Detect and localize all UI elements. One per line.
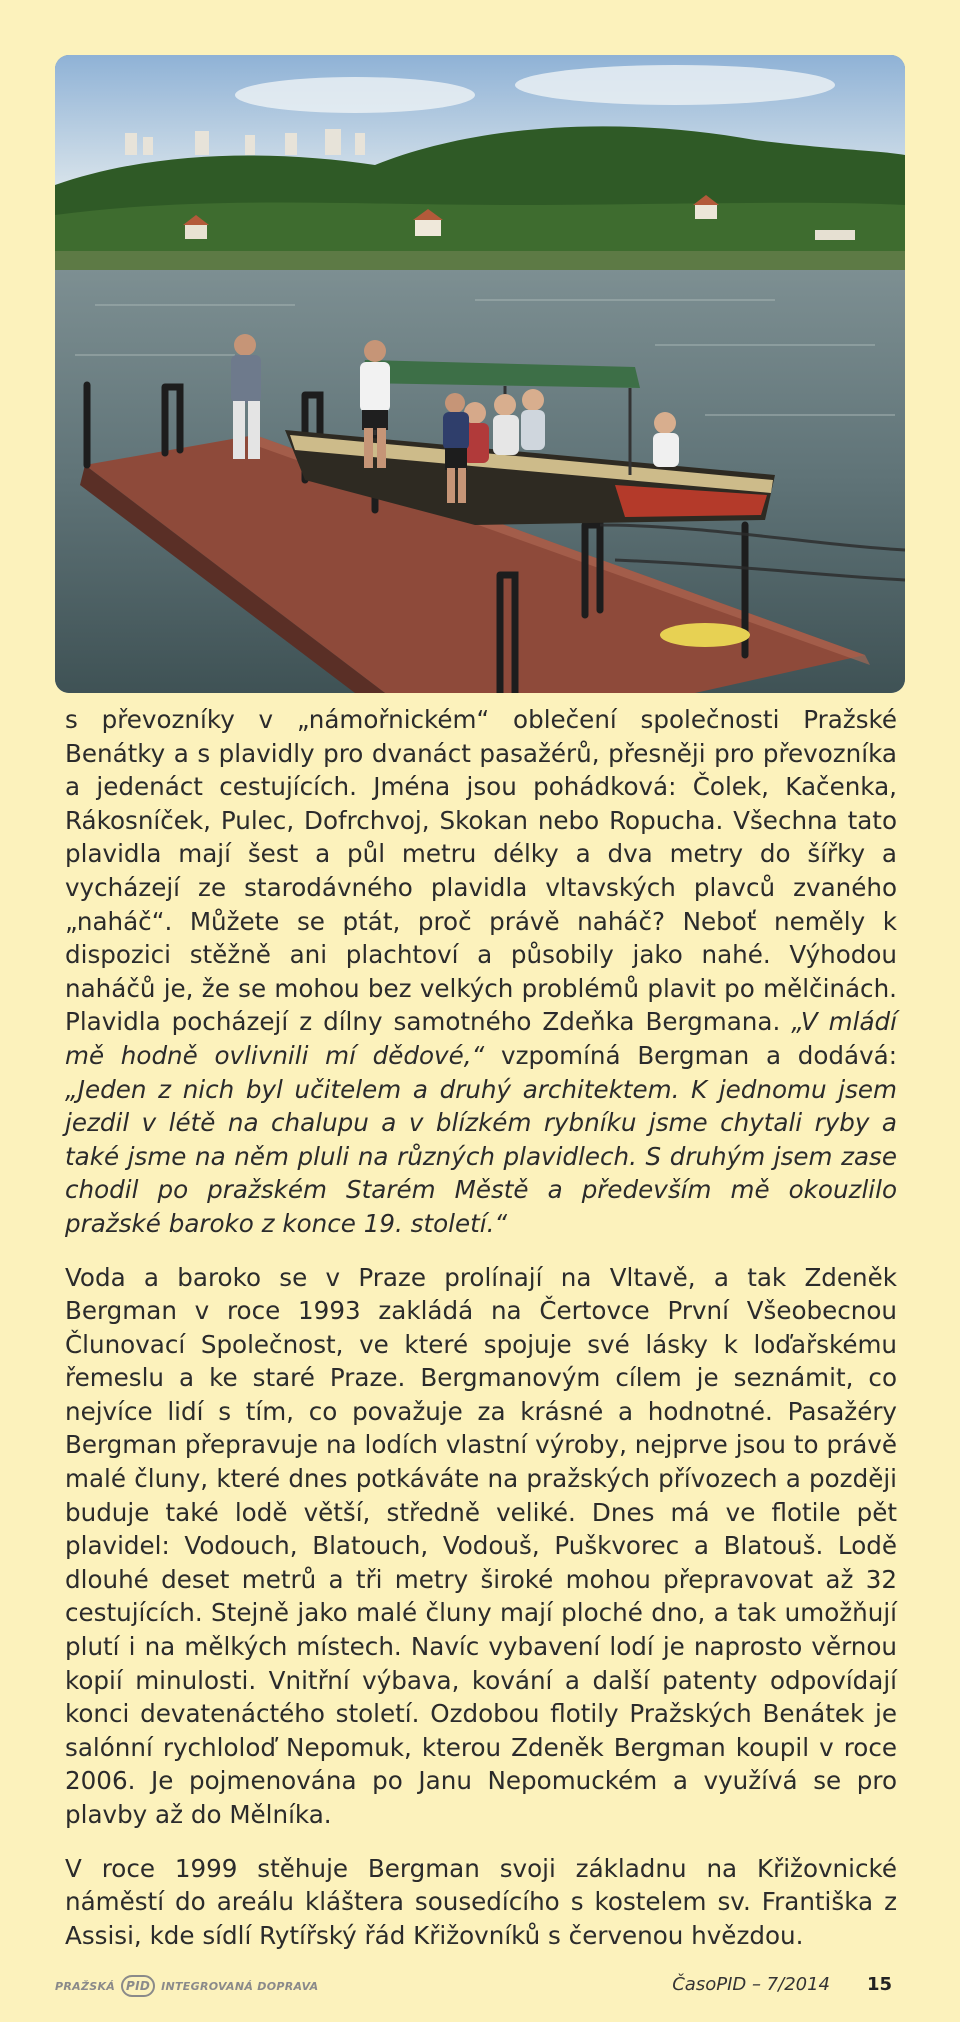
magazine-issue: ČasoPID – 7/2014 [672,1974,830,1995]
quote-run: „V mládí mě hodně ovlivnili mí dědové,“ [65,1007,897,1070]
logo-left-text: PRAŽSKÁ [55,1979,116,1993]
paragraph-3 [65,1852,897,1953]
text-run: V roce 1999 stěhuje Bergman svoji základnu na Křižovnické náměstí do areálu kláštera sousedícího s kostelem sv. Františka z Assisi, kde sídlí Rytířský řád Křižovníků s červenou hvězdou. [65,1853,897,1950]
text-run: vzpomíná Bergman a dodává: [484,1040,897,1070]
paragraph-2 [65,1261,897,1832]
paragraph-1 [65,703,897,1241]
pid-logo [55,1972,318,2000]
ferry-photo [55,55,905,693]
logo-right-text: INTEGROVANÁ DOPRAVA [161,1979,319,1993]
page-footer [55,1968,900,2004]
text-run: Voda a baroko se v Praze prolínají na Vltavě, a tak Zdeněk Bergman v roce 1993 zakládá na Čertovce První Všeobecnou Člunovací Společnost, ve které spojuje své lásky k loďařskému řemeslu a ke staré Praze. Bergmanovým cílem je seznámit, co nejvíce lidí s tím, co považuje za krásné a hodnotné. Pasažéry Bergman přepravuje na lodích vlastní výroby, nejprve jsou to právě malé čluny, které dnes potkáváte na pražských přívozech a později buduje také lodě větší, středně veliké. Dnes má ve flotile pět plavidel: Vodouch, Blatouch, Vodouš, Puškvorec a Blatouš. Lodě dlouhé deset metrů a tři metry široké mohou přepravovat až 32 cestujících. Stejně jako malé čluny mají ploché dno, a tak umožňují plutí i na mělkých místech. Navíc vybavení lodí je naprosto věrnou kopií minulosti. Vnitřní výbava, kování a další patenty odpovídají konci devatenáctého století. Ozdobou flotily Pražských Benátek je salónní rychloloď Nepomuk, kterou Zdeněk Bergman koupil v roce 2006. Je pojmenována po Janu Nepomuckém a využívá se pro plavby až do Mělníka. [65,1262,897,1829]
text-run: s převozníky v „námořnickém“ oblečení společnosti Pražské Benátky a s plavidly pro dvanáct pasažérů, přesněji pro převozníka a jedenáct cestujících. Jména jsou pohádková: Čolek, Kačenka, Rákosníček, Pulec, Dofrchvoj, Skokan nebo Ropucha. Všechna tato plavidla mají šest a půl metru délky a dva metry do šířky a vycházejí ze starodávného plavidla vltavských plavců zvaného „naháč“. Můžete se ptát, proč právě naháč? Neboť neměly k dispozici stěžně ani plachtoví a působily jako nahé. Výhodou naháčů je, že se mohou bez velkých problémů plavit po mělčinách. Plavidla pocházejí z dílny samotného Zdeňka Bergmana. [65,705,897,1037]
pid-badge-icon: PID [121,1975,155,1997]
quote-run: „Jeden z nich byl učitelem a druhý architektem. K jednomu jsem jezdil v létě na chalupu a v blízkém rybníku jsme chytali ryby a také jsme na něm pluli na různých plavidlech. S druhým jsem zase chodil po pražském Starém Městě a především mě okouzlilo pražské baroko z konce 19. století.“ [65,1074,897,1238]
article-text [65,703,897,1952]
page-number: 15 [866,1974,892,1995]
